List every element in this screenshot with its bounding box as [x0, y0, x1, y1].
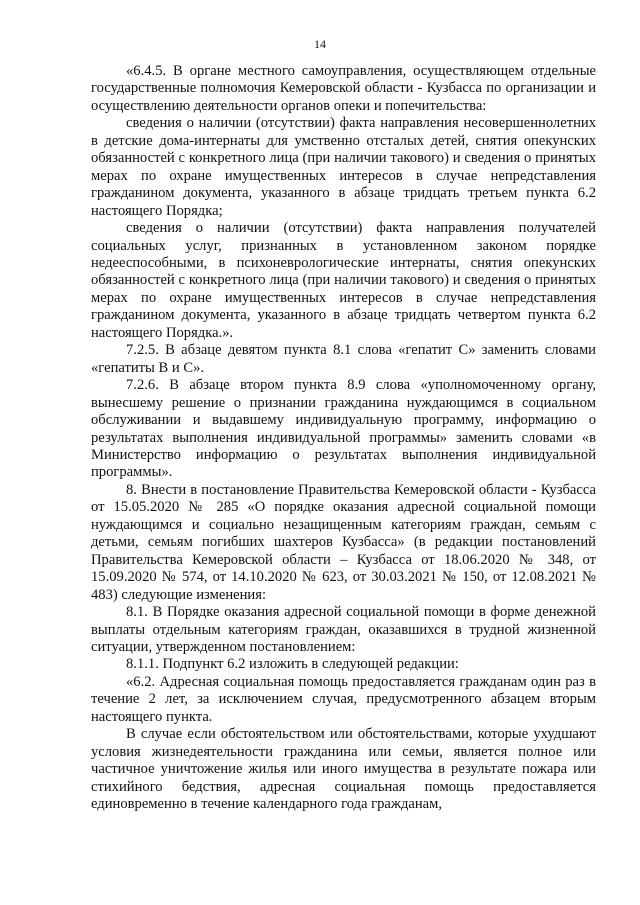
paragraph: 7.2.5. В абзаце девятом пункта 8.1 слова «гепатит С» заменить словами «гепатиты В и С».: [91, 342, 596, 376]
document-body: [91, 63, 596, 813]
paragraph: сведения о наличии (отсутствии) факта направления несовершеннолетних в детские дома-интернаты для умственно отсталых детей, снятия опекунских обязанностей с конкретного лица (при наличии такового) и сведения о принятых мерах по охране имущественных интересов в случае непредставления гражданином документа, указанного в абзаце тридцать третьем пункта 6.2 настоящего Порядка;: [91, 115, 596, 219]
paragraph: сведения о наличии (отсутствии) факта направления получателей социальных услуг, признанных в установленном законом порядке недееспособными, в психоневрологические интернаты, снятия опекунских обязанностей с конкретного лица (при наличии такового) и сведения о принятых мерах по охране имущественных интересов в случае непредставления гражданином документа, указанного в абзаце тридцать четвертом пункта 6.2 настоящего Порядка.».: [91, 220, 596, 341]
paragraph: «6.4.5. В органе местного самоуправления, осуществляющем отдельные государственные полномочия Кемеровской области - Кузбасса по организации и осуществлению деятельности органов опеки и попечительства:: [91, 63, 596, 114]
paragraph: В случае если обстоятельством или обстоятельствами, которые ухудшают условия жизнедеятельности гражданина или семьи, является полное или частичное уничтожение жилья или иного имущества в результате пожара или стихийного бедствия, адресная социальная помощь предоставляется единовременно в течение календарного года гражданам,: [91, 726, 596, 813]
paragraph: 8.1. В Порядке оказания адресной социальной помощи в форме денежной выплаты отдельным категориям граждан, оказавшихся в трудной жизненной ситуации, утвержденном постановлением:: [91, 604, 596, 655]
paragraph: 7.2.6. В абзаце втором пункта 8.9 слова «уполномоченному органу, вынесшему решение о признании гражданина нуждающимся в социальном обслуживании и выдавшему индивидуальную программу, информацию о результатах выполнения индивидуальной программы» заменить словами «в Министерство информацию о результатах выполнения индивидуальной программы».: [91, 377, 596, 481]
paragraph: 8. Внести в постановление Правительства Кемеровской области - Кузбасса от 15.05.2020 № 285 «О порядке оказания адресной социальной помощи нуждающимся и социально незащищенным категориям граждан, семьям с детьми, семьям погибших шахтеров Кузбасса» (в редакции постановлений Правительства Кемеровской области – Кузбасса от 18.06.2020 № 348, от 15.09.2020 № 574, от 14.10.2020 № 623, от 30.03.2021 № 150, от 12.08.2021 № 483) следующие изменения:: [91, 481, 596, 603]
paragraph: 8.1.1. Подпункт 6.2 изложить в следующей редакции:: [126, 656, 459, 673]
paragraph: «6.2. Адресная социальная помощь предоставляется гражданам один раз в течение 2 лет, за исключением случая, предусмотренного абзацем вторым настоящего пункта.: [91, 673, 596, 725]
page-number: 14: [314, 37, 326, 51]
